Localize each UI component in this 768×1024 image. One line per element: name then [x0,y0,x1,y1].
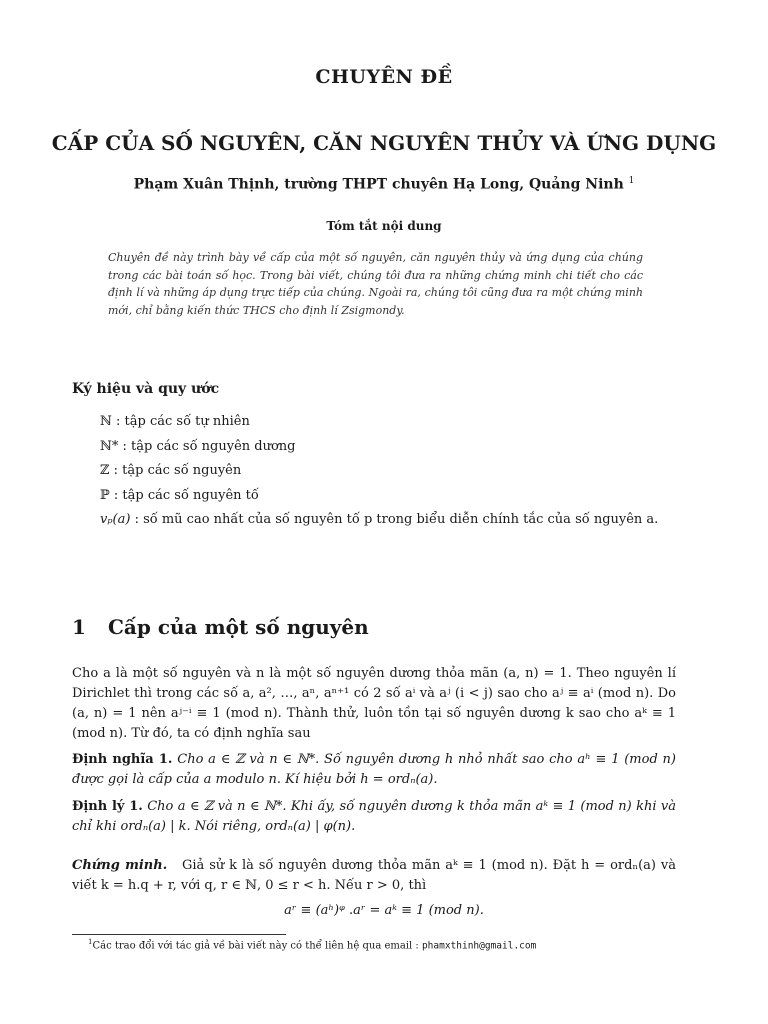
section-title: Cấp của một số nguyên [108,615,369,639]
display-equation: aʳ ≡ (aʰ)ᵠ .aʳ = aᵏ ≡ 1 (mod n). [284,903,484,918]
author-text: Phạm Xuân Thịnh, trường THPT chuyên Hạ Long, Quảng Ninh [133,176,624,193]
notation-item [100,484,658,509]
notation-list [100,410,658,533]
theorem-block [72,797,676,837]
notation-symbol: ℕ* [100,438,119,454]
notation-item [100,410,658,435]
document-author [0,176,768,193]
theorem-label: Định lý 1. [72,799,143,814]
author-footnote-mark: 1 [628,176,635,186]
notation-desc: : tập các số nguyên tố [109,487,259,503]
section-heading [72,615,369,639]
abstract-heading: Tóm tắt nội dung [326,219,442,233]
definition-label: Định nghĩa 1. [72,752,173,767]
notation-symbol: vₚ(a) [100,512,131,527]
proof-label: Chứng minh. [72,858,168,873]
abstract-text: Chuyên đề này trình bày về cấp của một số nguyên, căn nguyên thủy và ứng dụng của chúng trong các bài toán số học. Trong bài viết, chúng tôi đưa ra những chứng minh chi tiết cho các định lí và những áp dụng trực tiếp của chúng. Ngoài ra, chúng tôi cũng đưa ra một chứng minh mới, chỉ bằng kiến thức THCS cho định lí Zsigmondy. [108,251,643,317]
notation-item [100,459,658,484]
footnote [88,938,536,951]
notation-desc: : tập các số nguyên [109,463,242,478]
definition-block [72,750,676,790]
footnote-mark: 1 [88,938,93,946]
notation-desc: : số mũ cao nhất của số nguyên tố p trong biểu diễn chính tắc của số nguyên a. [130,512,659,527]
notation-desc: : tập các số nguyên dương [118,438,296,454]
document-kicker: CHUYÊN ĐỀ [315,66,453,88]
theorem-text: Cho a ∈ ℤ và n ∈ ℕ*. Khi ấy, số nguyên dương k thỏa mãn aᵏ ≡ 1 (mod n) khi và chỉ khi ordₙ(a) | k. Nói riêng, ordₙ(a) | φ(n). [72,799,677,834]
document-title: CẤP CỦA SỐ NGUYÊN, CĂN NGUYÊN THỦY VÀ ỨNG DỤNG [51,131,717,155]
intro-paragraph: Cho a là một số nguyên và n là một số nguyên dương thỏa mãn (a, n) = 1. Theo nguyên lí Dirichlet thì trong các số a, a², …, aⁿ, aⁿ⁺¹ có 2 số aⁱ và aʲ (i < j) sao cho aʲ ≡ aⁱ (mod n). Do (a, n) = 1 nên aʲ⁻ⁱ ≡ 1 (mod n). Thành thử, luôn tồn tại số nguyên dương k sao cho aᵏ ≡ 1 (mod n). Từ đó, ta có định nghĩa sau [72,666,676,741]
section-number: 1 [72,615,86,639]
notation-symbol: ℙ [100,487,110,503]
notation-heading: Ký hiệu và quy ước [72,381,220,397]
notation-item [100,508,658,533]
notation-symbol: ℕ [100,414,112,429]
notation-item [100,435,658,460]
definition-text: Cho a ∈ ℤ và n ∈ ℕ*. Số nguyên dương h nhỏ nhất sao cho aʰ ≡ 1 (mod n) được gọi là cấp của a modulo n. Kí hiệu bởi h = ordₙ(a). [72,752,677,787]
notation-desc: : tập các số tự nhiên [111,414,250,429]
footnote-text: Các trao đổi với tác giả về bài viết này có thể liên hệ qua email : [92,940,422,952]
footnote-email[interactable]: phamxthinh@gmail.com [421,940,537,952]
proof-text: Giả sử k là số nguyên dương thỏa mãn aᵏ ≡ 1 (mod n). Đặt h = ordₙ(a) và viết k = h.q + r, với q, r ∈ ℕ, 0 ≤ r < h. Nếu r > 0, thì [72,858,676,893]
proof-block [72,856,676,896]
notation-symbol: ℤ [100,463,110,478]
footnote-rule [72,934,286,935]
